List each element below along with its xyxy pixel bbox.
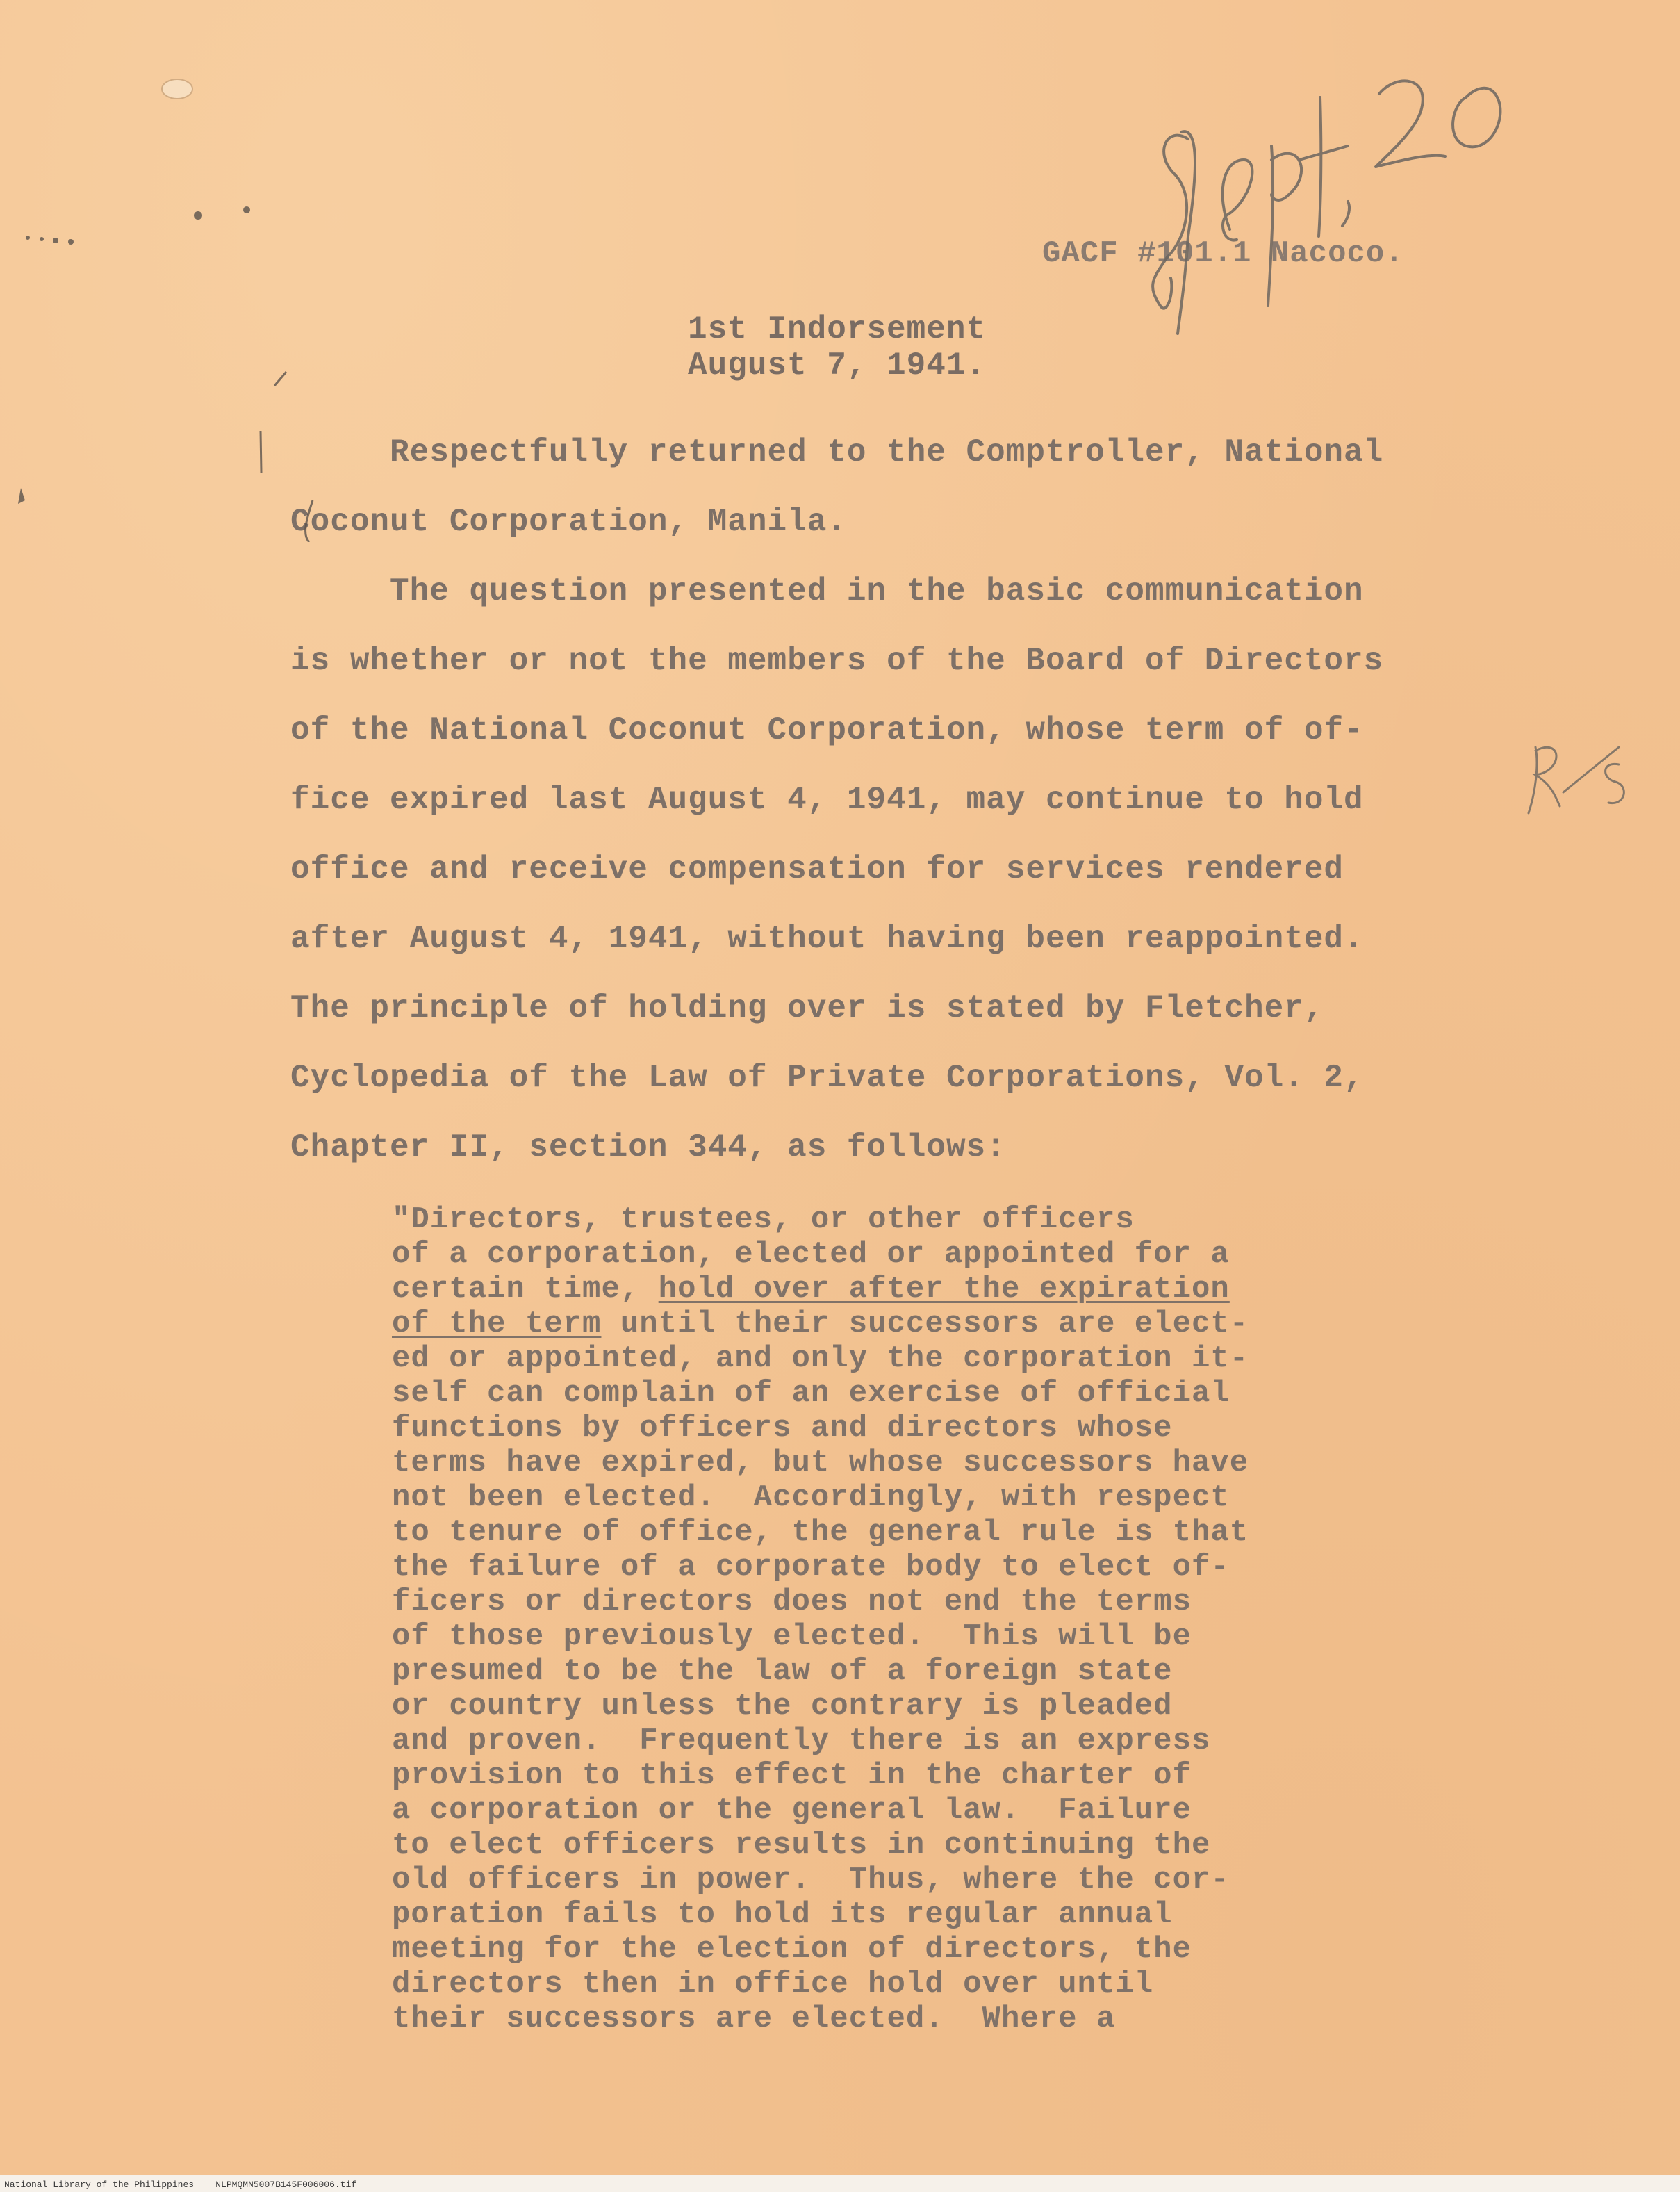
quote-line: provision to this effect in the charter of [392,1758,1192,1793]
margin-marks [0,56,333,542]
quote-underlined-text: hold over after the expiration [658,1272,1230,1307]
quote-line: to elect officers results in continuing the [392,1828,1211,1863]
quote-line: their successors are elected. Where a [392,2002,1116,2036]
quote-line: directors then in office hold over until [392,1967,1154,2002]
paragraph-2-line: fice expired last August 4, 1941, may continue to hold [290,782,1364,818]
quote-line: to tenure of office, the general rule is that [392,1515,1249,1550]
scan-footer: National Library of the Philippines NLPMQMN5007B145F006006.tif [4,2179,357,2190]
quote-underlined-text: of the term [392,1307,602,1341]
paragraph-2-line: Cyclopedia of the Law of Private Corporations, Vol. 2, [290,1060,1364,1096]
handwritten-date-note [1139,56,1529,361]
paragraph-2-line: Chapter II, section 344, as follows: [290,1129,1006,1165]
quote-line: not been elected. Accordingly, with respect [392,1480,1230,1515]
quote-line: or country unless the contrary is pleaded [392,1689,1173,1724]
indorsement-title: 1st Indorsement [688,311,987,347]
quote-line: the failure of a corporate body to elect of- [392,1550,1230,1585]
quote-line: functions by officers and directors whose [392,1411,1173,1446]
quote-line: ed or appointed, and only the corporation it- [392,1341,1249,1376]
quote-line [392,1307,1249,1341]
paragraph-2-line: of the National Coconut Corporation, whose term of of- [290,712,1364,749]
handwritten-initials [1515,737,1654,820]
paragraph-1-line: Respectfully returned to the Comptroller, National [290,434,1384,471]
paragraph-2-line: after August 4, 1941, without having been reappointed. [290,921,1364,957]
paragraph-2-line: The question presented in the basic communication [290,573,1364,610]
quote-text: until their successors are elect- [601,1307,1249,1341]
quote-line: terms have expired, but whose successors have [392,1446,1249,1480]
quote-line: old officers in power. Thus, where the cor- [392,1863,1230,1897]
quote-line: self can complain of an exercise of official [392,1376,1230,1411]
quote-line: "Directors, trustees, or other officers [392,1202,1135,1237]
indorsement-date: August 7, 1941. [688,347,987,384]
quote-line: presumed to be the law of a foreign state [392,1654,1173,1689]
quote-line: of a corporation, elected or appointed for a [392,1237,1230,1272]
paragraph-1-line: Coconut Corporation, Manila. [290,504,847,540]
quote-text: certain time, [392,1272,659,1307]
quote-line: ficers or directors does not end the terms [392,1585,1192,1619]
paragraph-2-line: is whether or not the members of the Board of Directors [290,643,1384,679]
quote-line: a corporation or the general law. Failure [392,1793,1192,1828]
file-reference: GACF #101.1 Nacoco. [1042,236,1404,271]
quote-line: poration fails to hold its regular annual [392,1897,1173,1932]
quote-line [392,1272,1230,1307]
quote-line: of those previously elected. This will be [392,1619,1192,1654]
paragraph-2-line: The principle of holding over is stated by Fletcher, [290,990,1324,1027]
paragraph-2-line: office and receive compensation for services rendered [290,851,1344,888]
quote-line: and proven. Frequently there is an express [392,1724,1211,1758]
quote-line: meeting for the election of directors, the [392,1932,1192,1967]
